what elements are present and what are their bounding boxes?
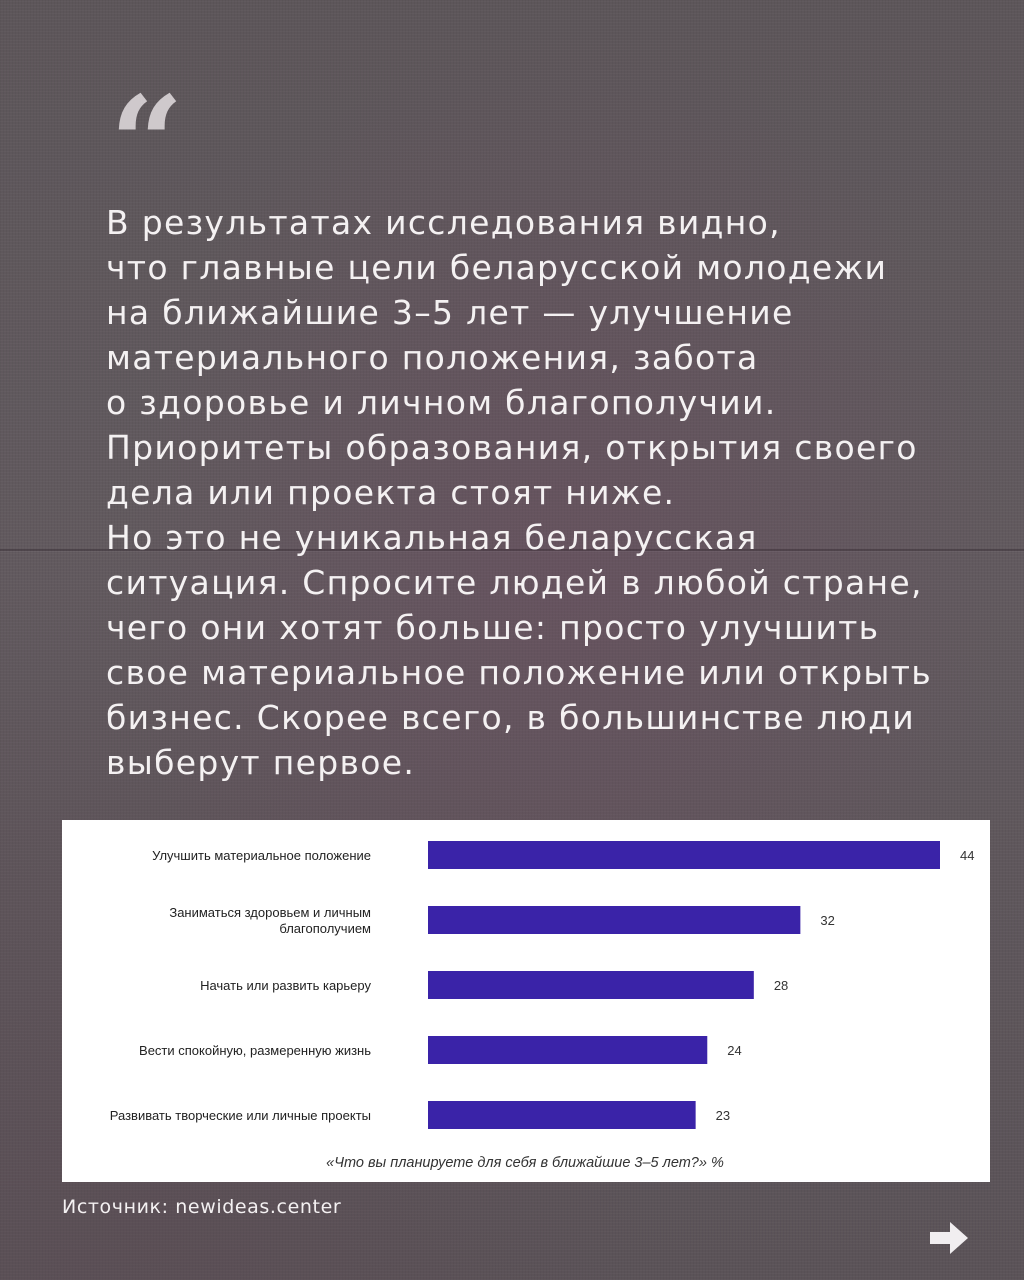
- bar-3: [428, 1036, 707, 1064]
- text-line: Но это не уникальная беларусская: [106, 518, 758, 557]
- category-label-line: Улучшить материальное положение: [152, 848, 371, 863]
- text-line: свое материальное положение или открыть: [106, 653, 933, 692]
- category-label-3: [139, 1043, 371, 1058]
- text-line: бизнес. Скорее всего, в большинстве люди: [106, 698, 915, 737]
- bar-1: [428, 906, 800, 934]
- text-line: дела или проекта стоят ниже.: [106, 473, 676, 512]
- source-text: Источник: newideas.center: [62, 1196, 342, 1218]
- bar-0: [428, 841, 940, 869]
- category-label-line: Вести спокойную, размеренную жизнь: [139, 1043, 371, 1058]
- bar-value-label-2: 28: [773, 978, 789, 993]
- next-arrow-icon[interactable]: [928, 1218, 970, 1258]
- bar-value-label-0: 44: [960, 848, 975, 863]
- category-label-line: Заниматься здоровьем и личным: [169, 905, 371, 920]
- text-line: материального положения, забота: [106, 338, 759, 377]
- chart-caption: «Что вы планируете для себя в ближайшие 3–5 лет?» %: [326, 1155, 724, 1171]
- bar-chart: [62, 820, 990, 1182]
- text-line: выберут первое.: [106, 743, 416, 782]
- category-label-line: благополучием: [279, 921, 371, 936]
- text-line: о здоровье и личном благополучии.: [106, 383, 777, 422]
- category-label-line: Начать или развить карьеру: [200, 978, 371, 993]
- bar-2: [428, 971, 754, 999]
- text-line: В результатах исследования видно,: [106, 203, 781, 242]
- bar-value-label-4: 23: [715, 1108, 731, 1123]
- category-label-4: [110, 1108, 371, 1123]
- text-line: ситуация. Спросите людей в любой стране,: [106, 563, 923, 602]
- category-label-2: [200, 978, 371, 993]
- category-label-0: [152, 848, 371, 863]
- text-line: чего они хотят больше: просто улучшить: [106, 608, 880, 647]
- quote-mark-icon: “: [110, 69, 184, 219]
- chart-card: [62, 820, 990, 1182]
- bar-value-label-1: 32: [820, 913, 835, 928]
- bar-value-label-3: 24: [727, 1043, 742, 1058]
- category-label-1: [169, 905, 371, 936]
- bar-4: [428, 1101, 696, 1129]
- text-line: Приоритеты образования, открытия своего: [106, 428, 918, 467]
- text-line: на ближайшие 3–5 лет — улучшение: [106, 293, 794, 332]
- category-label-line: Развивать творческие или личные проекты: [109, 1108, 371, 1123]
- main-quote-text: [106, 200, 986, 785]
- text-line: что главные цели беларусской молодежи: [106, 248, 888, 287]
